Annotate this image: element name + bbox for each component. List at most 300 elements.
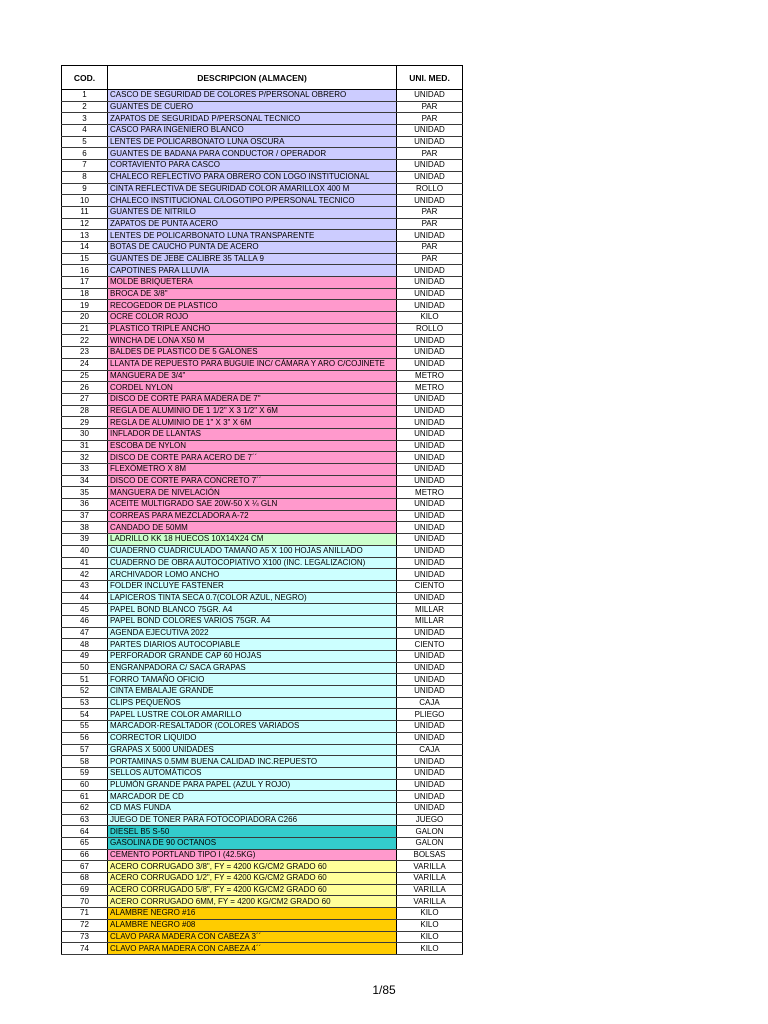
header-row	[62, 66, 463, 90]
item-description: BOTAS DE CAUCHO PUNTA DE ACERO	[108, 241, 397, 253]
item-code: 63	[62, 814, 108, 826]
table-row	[62, 557, 463, 569]
item-description: ZAPATOS DE SEGURIDAD P/PERSONAL TECNICO	[108, 113, 397, 125]
item-unit: UNIDAD	[397, 405, 463, 417]
item-unit: UNIDAD	[397, 90, 463, 102]
item-description: LLANTA DE REPUESTO PARA BUGUIE INC/ CÁMARA Y ARO C/COJINETE	[108, 358, 397, 370]
item-code: 37	[62, 510, 108, 522]
item-unit: ROLLO	[397, 183, 463, 195]
item-description: PAPEL BOND COLORES VARIOS 75GR. A4	[108, 615, 397, 627]
item-description: INFLADOR DE LLANTAS	[108, 428, 397, 440]
item-code: 1	[62, 90, 108, 102]
item-unit: ROLLO	[397, 323, 463, 335]
item-code: 29	[62, 417, 108, 429]
item-unit: UNIDAD	[397, 651, 463, 663]
table-row	[62, 90, 463, 102]
table-row	[62, 300, 463, 312]
item-code: 73	[62, 931, 108, 943]
table-row	[62, 464, 463, 476]
item-code: 31	[62, 440, 108, 452]
item-unit: UNIDAD	[397, 627, 463, 639]
item-code: 58	[62, 756, 108, 768]
table-row	[62, 160, 463, 172]
item-code: 65	[62, 838, 108, 850]
item-unit: UNIDAD	[397, 522, 463, 534]
item-code: 11	[62, 206, 108, 218]
item-unit: BOLSAS	[397, 849, 463, 861]
item-code: 28	[62, 405, 108, 417]
table-row	[62, 943, 463, 955]
table-row	[62, 732, 463, 744]
item-unit: UNIDAD	[397, 791, 463, 803]
table-row	[62, 241, 463, 253]
item-description: CORDEL NYLON	[108, 382, 397, 394]
item-description: ACEITE MULTIGRADO SAE 20W-50 X ¼ GLN	[108, 499, 397, 511]
item-unit: KILO	[397, 919, 463, 931]
item-unit: PAR	[397, 101, 463, 113]
item-unit: KILO	[397, 312, 463, 324]
item-description: GASOLINA DE 90 OCTANOS	[108, 838, 397, 850]
header-description: DESCRIPCION (ALMACEN)	[108, 66, 397, 90]
item-code: 34	[62, 475, 108, 487]
table-row	[62, 896, 463, 908]
table-row	[62, 686, 463, 698]
item-unit: UNIDAD	[397, 545, 463, 557]
table-row	[62, 791, 463, 803]
item-description: CANDADO DE 50MM	[108, 522, 397, 534]
item-description: CASCO PARA INGENIERO BLANCO	[108, 125, 397, 137]
item-description: REGLA DE ALUMINIO DE 1" X 3" X 6M	[108, 417, 397, 429]
item-description: BROCA DE 3/8"	[108, 288, 397, 300]
item-unit: VARILLA	[397, 861, 463, 873]
table-row	[62, 358, 463, 370]
item-description: PAPEL LUSTRE COLOR AMARILLO	[108, 709, 397, 721]
item-description: SELLOS AUTOMÁTICOS	[108, 767, 397, 779]
item-code: 49	[62, 651, 108, 663]
item-description: ZAPATOS DE PUNTA ACERO	[108, 218, 397, 230]
table-row	[62, 802, 463, 814]
item-unit: UNIDAD	[397, 277, 463, 289]
item-description: FORRO TAMAÑO OFICIO	[108, 674, 397, 686]
table-row	[62, 697, 463, 709]
item-description: CAPOTINES PARA LLUVIA	[108, 265, 397, 277]
item-unit: METRO	[397, 370, 463, 382]
item-code: 12	[62, 218, 108, 230]
item-description: LENTES DE POLICARBONATO LUNA OSCURA	[108, 136, 397, 148]
item-description: AGENDA EJECUTIVA 2022	[108, 627, 397, 639]
table-row	[62, 113, 463, 125]
item-code: 45	[62, 604, 108, 616]
item-code: 39	[62, 534, 108, 546]
item-unit: UNIDAD	[397, 779, 463, 791]
item-unit: CAJA	[397, 697, 463, 709]
item-code: 41	[62, 557, 108, 569]
item-unit: UNIDAD	[397, 300, 463, 312]
item-code: 54	[62, 709, 108, 721]
table-row	[62, 604, 463, 616]
item-description: LADRILLO KK 18 HUECOS 10X14X24 CM	[108, 534, 397, 546]
item-description: BALDES DE PLASTICO DE 5 GALONES	[108, 347, 397, 359]
item-code: 56	[62, 732, 108, 744]
table-row	[62, 534, 463, 546]
item-code: 46	[62, 615, 108, 627]
item-description: GUANTES DE CUERO	[108, 101, 397, 113]
item-code: 6	[62, 148, 108, 160]
item-unit: PAR	[397, 206, 463, 218]
item-code: 38	[62, 522, 108, 534]
item-unit: KILO	[397, 943, 463, 955]
item-description: WINCHA DE LONA X50 M	[108, 335, 397, 347]
item-description: PAPEL BOND BLANCO 75GR. A4	[108, 604, 397, 616]
item-unit: UNIDAD	[397, 171, 463, 183]
item-unit: VARILLA	[397, 896, 463, 908]
item-unit: UNIDAD	[397, 125, 463, 137]
table-row	[62, 347, 463, 359]
item-code: 74	[62, 943, 108, 955]
item-description: ALAMBRE NEGRO #08	[108, 919, 397, 931]
item-unit: UNIDAD	[397, 802, 463, 814]
item-description: CUADERNO CUADRICULADO TAMAÑO A5 X 100 HOJAS ANILLADO	[108, 545, 397, 557]
item-unit: MILLAR	[397, 604, 463, 616]
item-description: CLIPS PEQUEÑOS	[108, 697, 397, 709]
item-unit: UNIDAD	[397, 393, 463, 405]
item-unit: JUEGO	[397, 814, 463, 826]
item-description: MANGUERA DE 3/4"	[108, 370, 397, 382]
item-description: CHALECO INSTITUCIONAL C/LOGOTIPO P/PERSONAL TECNICO	[108, 195, 397, 207]
table-row	[62, 826, 463, 838]
item-description: ALAMBRE NEGRO #16	[108, 908, 397, 920]
table-row	[62, 265, 463, 277]
item-code: 62	[62, 802, 108, 814]
item-unit: UNIDAD	[397, 662, 463, 674]
item-description: JUEGO DE TONER PARA FOTOCOPIADORA C266	[108, 814, 397, 826]
item-unit: UNIDAD	[397, 464, 463, 476]
item-description: CUADERNO DE OBRA AUTOCOPIATIVO X100 (INC. LEGALIZACION)	[108, 557, 397, 569]
item-description: MARCADOR DE CD	[108, 791, 397, 803]
table-row	[62, 195, 463, 207]
item-unit: UNIDAD	[397, 358, 463, 370]
item-unit: UNIDAD	[397, 428, 463, 440]
item-code: 32	[62, 452, 108, 464]
item-code: 33	[62, 464, 108, 476]
item-description: DISCO DE CORTE PARA MADERA DE 7"	[108, 393, 397, 405]
item-code: 51	[62, 674, 108, 686]
table-row	[62, 674, 463, 686]
item-unit: UNIDAD	[397, 230, 463, 242]
table-row	[62, 125, 463, 137]
item-description: FLEXÓMETRO X 8M	[108, 464, 397, 476]
table-row	[62, 452, 463, 464]
item-code: 71	[62, 908, 108, 920]
table-row	[62, 206, 463, 218]
table-row	[62, 639, 463, 651]
item-unit: UNIDAD	[397, 335, 463, 347]
table-header	[62, 66, 463, 90]
table-row	[62, 779, 463, 791]
table-row	[62, 428, 463, 440]
table-row	[62, 919, 463, 931]
item-description: ACERO CORRUGADO 6MM, FY = 4200 KG/CM2 GRADO 60	[108, 896, 397, 908]
item-description: MARCADOR-RESALTADOR (COLORES VARIADOS	[108, 721, 397, 733]
item-description: LAPICEROS TINTA SECA 0.7(COLOR AZUL, NEGRO)	[108, 592, 397, 604]
item-description: CLAVO PARA MADERA CON CABEZA 4´´	[108, 943, 397, 955]
table-row	[62, 253, 463, 265]
item-code: 55	[62, 721, 108, 733]
item-code: 26	[62, 382, 108, 394]
item-description: OCRE COLOR ROJO	[108, 312, 397, 324]
item-description: CORREAS PARA MEZCLADORA A-72	[108, 510, 397, 522]
table-row	[62, 756, 463, 768]
item-unit: METRO	[397, 382, 463, 394]
item-description: CHALECO REFLECTIVO PARA OBRERO CON LOGO INSTITUCIONAL	[108, 171, 397, 183]
item-description: CORTAVIENTO PARA CASCO	[108, 160, 397, 172]
table-row	[62, 861, 463, 873]
table-row	[62, 393, 463, 405]
table-row	[62, 744, 463, 756]
item-code: 66	[62, 849, 108, 861]
item-description: PARTES DIARIOS AUTOCOPIABLE	[108, 639, 397, 651]
table-row	[62, 838, 463, 850]
item-description: MANGUERA DE NIVELACIÓN	[108, 487, 397, 499]
item-code: 23	[62, 347, 108, 359]
item-code: 64	[62, 826, 108, 838]
item-description: DIESEL B5 S-50	[108, 826, 397, 838]
table-row	[62, 931, 463, 943]
item-code: 13	[62, 230, 108, 242]
item-unit: KILO	[397, 908, 463, 920]
item-description: MOLDE BRIQUETERA	[108, 277, 397, 289]
item-code: 2	[62, 101, 108, 113]
item-code: 25	[62, 370, 108, 382]
table-row	[62, 522, 463, 534]
item-code: 50	[62, 662, 108, 674]
item-unit: PAR	[397, 253, 463, 265]
item-description: REGLA DE ALUMINIO DE 1 1/2" X 3 1/2" X 6M	[108, 405, 397, 417]
item-unit: PLIEGO	[397, 709, 463, 721]
item-code: 18	[62, 288, 108, 300]
item-description: ACERO CORRUGADO 5/8", FY = 4200 KG/CM2 GRADO 60	[108, 884, 397, 896]
item-description: CORRECTOR LIQUIDO	[108, 732, 397, 744]
table-row	[62, 510, 463, 522]
item-description: ENGRANPADORA C/ SACA GRAPAS	[108, 662, 397, 674]
item-description: RECOGEDOR DE PLASTICO	[108, 300, 397, 312]
item-unit: CIENTO	[397, 580, 463, 592]
item-code: 9	[62, 183, 108, 195]
item-code: 30	[62, 428, 108, 440]
inventory-table	[61, 65, 463, 955]
item-unit: PAR	[397, 148, 463, 160]
item-unit: UNIDAD	[397, 347, 463, 359]
item-unit: UNIDAD	[397, 288, 463, 300]
item-code: 16	[62, 265, 108, 277]
item-code: 61	[62, 791, 108, 803]
item-description: PERFORADOR GRANDE CAP 60 HOJAS	[108, 651, 397, 663]
table-row	[62, 440, 463, 452]
item-code: 27	[62, 393, 108, 405]
item-unit: UNIDAD	[397, 136, 463, 148]
table-row	[62, 721, 463, 733]
item-unit: UNIDAD	[397, 452, 463, 464]
table-row	[62, 417, 463, 429]
table-row	[62, 323, 463, 335]
table-row	[62, 230, 463, 242]
item-code: 47	[62, 627, 108, 639]
item-unit: CAJA	[397, 744, 463, 756]
item-code: 72	[62, 919, 108, 931]
item-unit: UNIDAD	[397, 475, 463, 487]
item-code: 42	[62, 569, 108, 581]
item-code: 53	[62, 697, 108, 709]
item-unit: UNIDAD	[397, 767, 463, 779]
item-code: 15	[62, 253, 108, 265]
item-unit: GALON	[397, 826, 463, 838]
item-description: PLASTICO TRIPLE ANCHO	[108, 323, 397, 335]
item-unit: CIENTO	[397, 639, 463, 651]
item-unit: UNIDAD	[397, 756, 463, 768]
table-row	[62, 884, 463, 896]
item-description: GUANTES DE NITRILO	[108, 206, 397, 218]
item-description: ACERO CORRUGADO 1/2", FY = 4200 KG/CM2 GRADO 60	[108, 873, 397, 885]
item-description: CINTA REFLECTIVA DE SEGURIDAD COLOR AMARILLOX 400 M	[108, 183, 397, 195]
item-code: 10	[62, 195, 108, 207]
item-unit: UNIDAD	[397, 557, 463, 569]
table-row	[62, 767, 463, 779]
item-unit: PAR	[397, 113, 463, 125]
item-unit: GALON	[397, 838, 463, 850]
table-row	[62, 148, 463, 160]
item-description: FOLDER INCLUYE FASTENER	[108, 580, 397, 592]
item-code: 68	[62, 873, 108, 885]
item-unit: UNIDAD	[397, 721, 463, 733]
item-code: 36	[62, 499, 108, 511]
table-row	[62, 499, 463, 511]
header-cod: COD.	[62, 66, 108, 90]
item-unit: UNIDAD	[397, 499, 463, 511]
table-row	[62, 580, 463, 592]
item-code: 4	[62, 125, 108, 137]
table-row	[62, 545, 463, 557]
item-code: 67	[62, 861, 108, 873]
item-code: 17	[62, 277, 108, 289]
item-unit: UNIDAD	[397, 265, 463, 277]
table-row	[62, 849, 463, 861]
item-unit: UNIDAD	[397, 686, 463, 698]
item-code: 21	[62, 323, 108, 335]
item-code: 40	[62, 545, 108, 557]
item-unit: MILLAR	[397, 615, 463, 627]
table-row	[62, 569, 463, 581]
table-row	[62, 218, 463, 230]
item-unit: UNIDAD	[397, 160, 463, 172]
item-code: 35	[62, 487, 108, 499]
item-code: 43	[62, 580, 108, 592]
table-row	[62, 171, 463, 183]
item-code: 22	[62, 335, 108, 347]
item-code: 57	[62, 744, 108, 756]
item-description: CEMENTO PORTLAND TIPO I (42.5KG)	[108, 849, 397, 861]
table-row	[62, 908, 463, 920]
table-row	[62, 370, 463, 382]
item-unit: UNIDAD	[397, 417, 463, 429]
item-unit: UNIDAD	[397, 592, 463, 604]
item-code: 44	[62, 592, 108, 604]
item-description: ACERO CORRUGADO 3/8", FY = 4200 KG/CM2 GRADO 60	[108, 861, 397, 873]
table-row	[62, 183, 463, 195]
item-unit: KILO	[397, 931, 463, 943]
table-row	[62, 335, 463, 347]
item-description: GRAPAS X 5000 UNIDADES	[108, 744, 397, 756]
item-code: 24	[62, 358, 108, 370]
table-row	[62, 814, 463, 826]
item-description: CINTA EMBALAJE GRANDE	[108, 686, 397, 698]
table-row	[62, 487, 463, 499]
item-code: 20	[62, 312, 108, 324]
item-code: 14	[62, 241, 108, 253]
item-unit: UNIDAD	[397, 674, 463, 686]
table-row	[62, 873, 463, 885]
table-row	[62, 592, 463, 604]
table-row	[62, 651, 463, 663]
table-row	[62, 288, 463, 300]
page-number: 1/85	[372, 983, 396, 997]
item-unit: UNIDAD	[397, 440, 463, 452]
table-row	[62, 277, 463, 289]
item-description: PLUMÓN GRANDE PARA PAPEL (AZUL Y ROJO)	[108, 779, 397, 791]
item-code: 69	[62, 884, 108, 896]
item-unit: UNIDAD	[397, 569, 463, 581]
table-row	[62, 382, 463, 394]
item-unit: METRO	[397, 487, 463, 499]
item-description: ESCOBA DE NYLON	[108, 440, 397, 452]
item-code: 52	[62, 686, 108, 698]
item-unit: UNIDAD	[397, 534, 463, 546]
item-unit: UNIDAD	[397, 510, 463, 522]
item-description: CLAVO PARA MADERA CON CABEZA 3´´	[108, 931, 397, 943]
item-description: ARCHIVADOR LOMO ANCHO	[108, 569, 397, 581]
item-unit: VARILLA	[397, 884, 463, 896]
item-description: DISCO DE CORTE PARA ACERO DE 7´´	[108, 452, 397, 464]
item-unit: VARILLA	[397, 873, 463, 885]
item-unit: PAR	[397, 218, 463, 230]
item-unit: UNIDAD	[397, 195, 463, 207]
item-unit: UNIDAD	[397, 732, 463, 744]
item-unit: PAR	[397, 241, 463, 253]
item-code: 7	[62, 160, 108, 172]
header-unit: UNI. MED.	[397, 66, 463, 90]
item-code: 3	[62, 113, 108, 125]
item-code: 60	[62, 779, 108, 791]
item-description: CASCO DE SEGURIDAD DE COLORES P/PERSONAL OBRERO	[108, 90, 397, 102]
table-body	[62, 90, 463, 955]
item-code: 5	[62, 136, 108, 148]
item-code: 59	[62, 767, 108, 779]
table-row	[62, 615, 463, 627]
item-code: 70	[62, 896, 108, 908]
item-description: CD MAS FUNDA	[108, 802, 397, 814]
item-code: 48	[62, 639, 108, 651]
table-row	[62, 627, 463, 639]
table-row	[62, 475, 463, 487]
table-row	[62, 101, 463, 113]
table-row	[62, 662, 463, 674]
table-row	[62, 136, 463, 148]
table-row	[62, 709, 463, 721]
item-description: LENTES DE POLICARBONATO LUNA TRANSPARENTE	[108, 230, 397, 242]
item-code: 8	[62, 171, 108, 183]
item-description: GUANTES DE JEBE CALIBRE 35 TALLA 9	[108, 253, 397, 265]
item-description: DISCO DE CORTE PARA CONCRETO 7´´	[108, 475, 397, 487]
table-row	[62, 405, 463, 417]
